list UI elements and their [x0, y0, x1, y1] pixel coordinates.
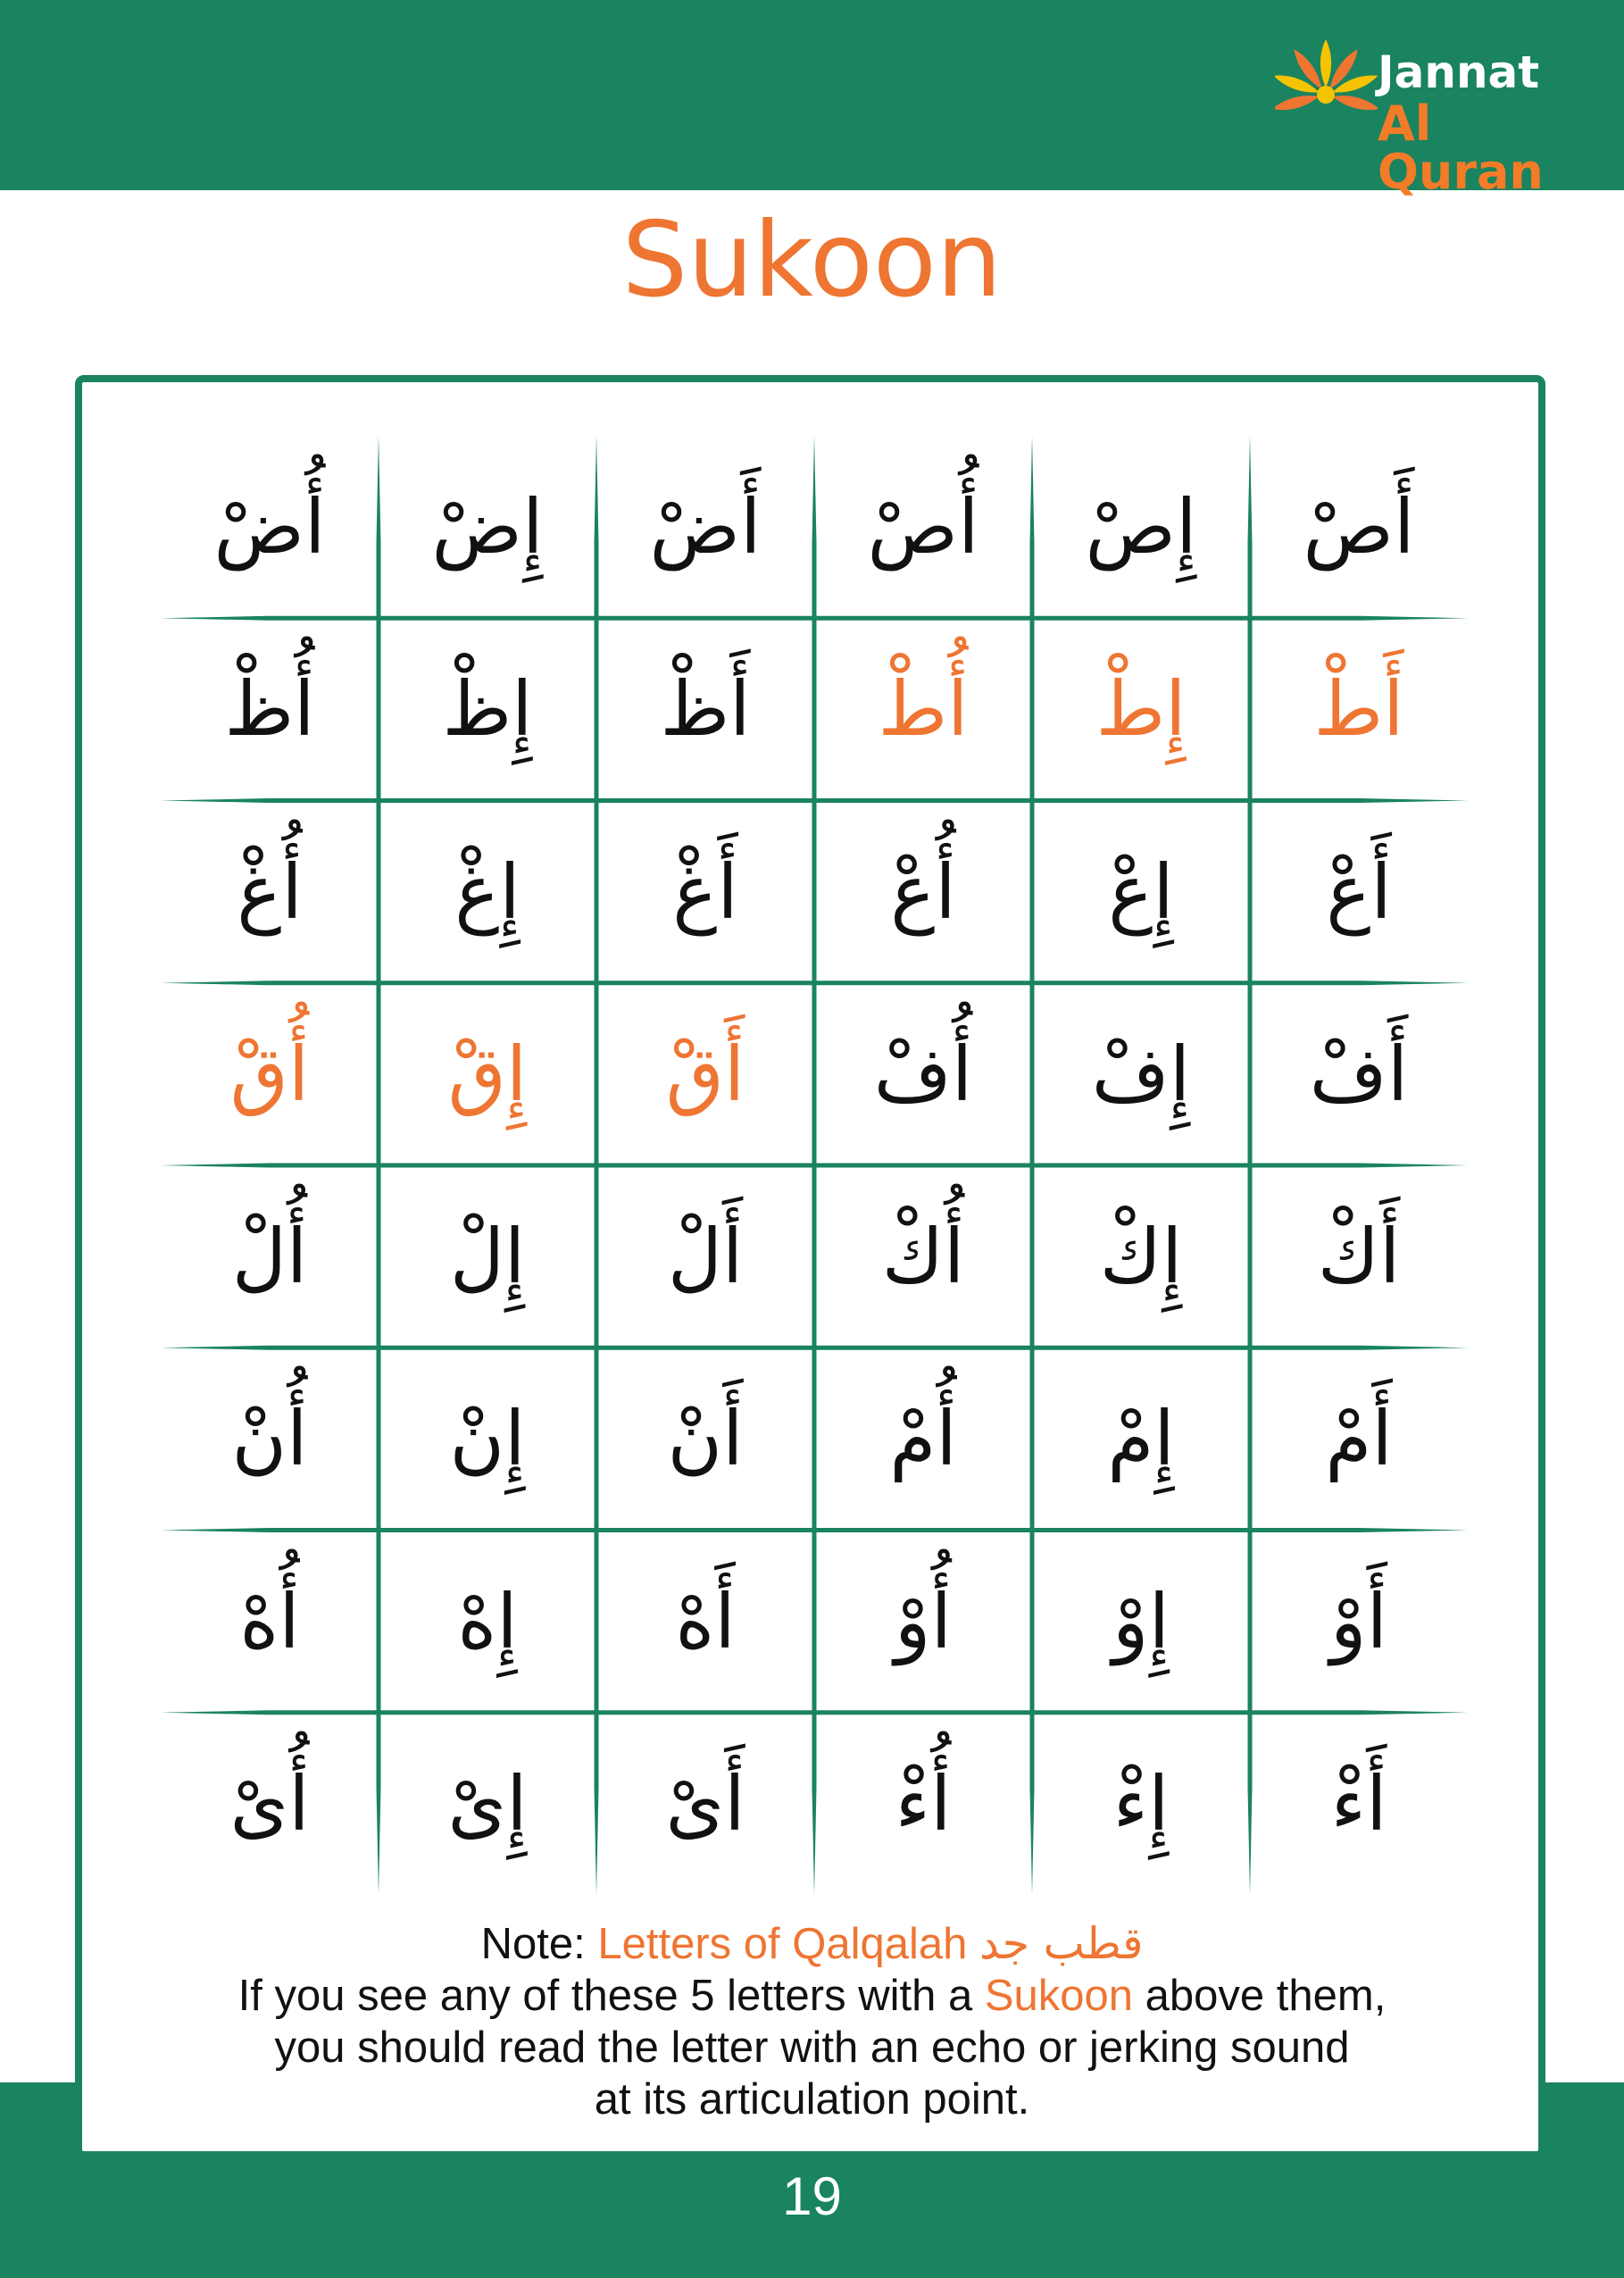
syllable-cell: أُلْ	[231, 1213, 308, 1300]
syllable-cell: أَضْ	[649, 483, 762, 571]
syllable-cell: إِعْ	[1108, 847, 1174, 936]
syllable-cell: أُغْ	[237, 847, 303, 936]
syllable-cell: إِلْ	[449, 1213, 526, 1300]
syllable-cell: أَنْ	[667, 1395, 744, 1483]
page-number: 19	[782, 2166, 842, 2226]
syllable-cell: إِهْ	[457, 1577, 518, 1665]
syllable-cell: أَغْ	[672, 847, 738, 936]
syllable-cell: أَطْ	[1313, 665, 1404, 754]
syllable-cell: إِوْ	[1112, 1577, 1170, 1665]
syllable-cell: أَلْ	[667, 1213, 744, 1300]
syllable-cell: إِطْ	[1095, 665, 1187, 754]
qalqalah-arabic: قطب جد	[979, 1918, 1144, 1969]
syllable-cell: أَمْ	[1325, 1395, 1393, 1483]
syllable-cell: أُمْ	[889, 1395, 957, 1483]
brand-name-line2: Al Quran	[1378, 96, 1544, 200]
syllable-cell: أُىْ	[229, 1759, 310, 1848]
syllable-cell: أَصْ	[1303, 483, 1415, 571]
note-line4: at its articulation point.	[594, 2075, 1030, 2124]
syllable-cell: أَكْ	[1317, 1213, 1401, 1300]
syllable-cell: أَهْ	[675, 1577, 736, 1665]
syllable-cell: أُكْ	[881, 1213, 965, 1300]
syllable-cell: أَفْ	[1309, 1030, 1409, 1118]
syllable-cell: إِنْ	[449, 1395, 526, 1483]
note-label: Note:	[480, 1920, 586, 1968]
note-line3: you should read the letter with an echo or jerking sound	[274, 2023, 1350, 2072]
syllable-cell: إِمْ	[1107, 1395, 1175, 1483]
syllable-cell: إِصْ	[1085, 483, 1197, 571]
brand-name-line1: Jannat	[1378, 46, 1540, 98]
syllable-cell: إِقْ	[447, 1030, 528, 1118]
note-line2-before: If you see any of these 5 letters with a	[237, 1972, 985, 2020]
page-title: Sukoon	[621, 200, 1003, 321]
note-sukoon-highlight: Sukoon	[984, 1972, 1134, 2020]
syllable-cell: إِفْ	[1091, 1030, 1191, 1118]
syllable-cell: إِغْ	[454, 847, 521, 936]
qalqalah-label: Letters of Qalqalah	[597, 1920, 968, 1968]
syllable-cell: أُظْ	[224, 665, 315, 754]
syllable-cell: إِءْ	[1112, 1759, 1170, 1848]
syllable-cell: أَءْ	[1330, 1759, 1387, 1848]
syllable-cell: إِىْ	[447, 1759, 528, 1848]
syllable-cell: أُنْ	[231, 1395, 308, 1483]
syllable-cell: إِظْ	[442, 665, 533, 754]
syllable-cell: أُفْ	[873, 1030, 973, 1118]
syllable-cell: أُصْ	[867, 483, 979, 571]
syllable-cell: أَعْ	[1326, 847, 1392, 936]
qalqalah-note	[107, 1918, 1517, 2125]
syllable-cell: أَقْ	[665, 1030, 745, 1118]
syllable-cell: إِكْ	[1099, 1213, 1183, 1300]
syllable-cell: إِضْ	[431, 483, 544, 571]
syllable-grid	[161, 436, 1468, 1895]
syllable-cell: أُقْ	[229, 1030, 310, 1118]
note-line2-after: above them,	[1133, 1972, 1387, 2020]
syllable-cell: أُءْ	[895, 1759, 952, 1848]
syllable-cell: أَوْ	[1330, 1577, 1387, 1665]
syllable-cell: أُطْ	[878, 665, 969, 754]
syllable-cell: أُعْ	[890, 847, 956, 936]
syllable-cell: أُوْ	[895, 1577, 952, 1665]
syllable-cell: أَىْ	[665, 1759, 745, 1848]
syllable-cell: أُهْ	[239, 1577, 300, 1665]
syllable-cell: أُضْ	[213, 483, 326, 571]
syllable-cell: أَظْ	[660, 665, 751, 754]
